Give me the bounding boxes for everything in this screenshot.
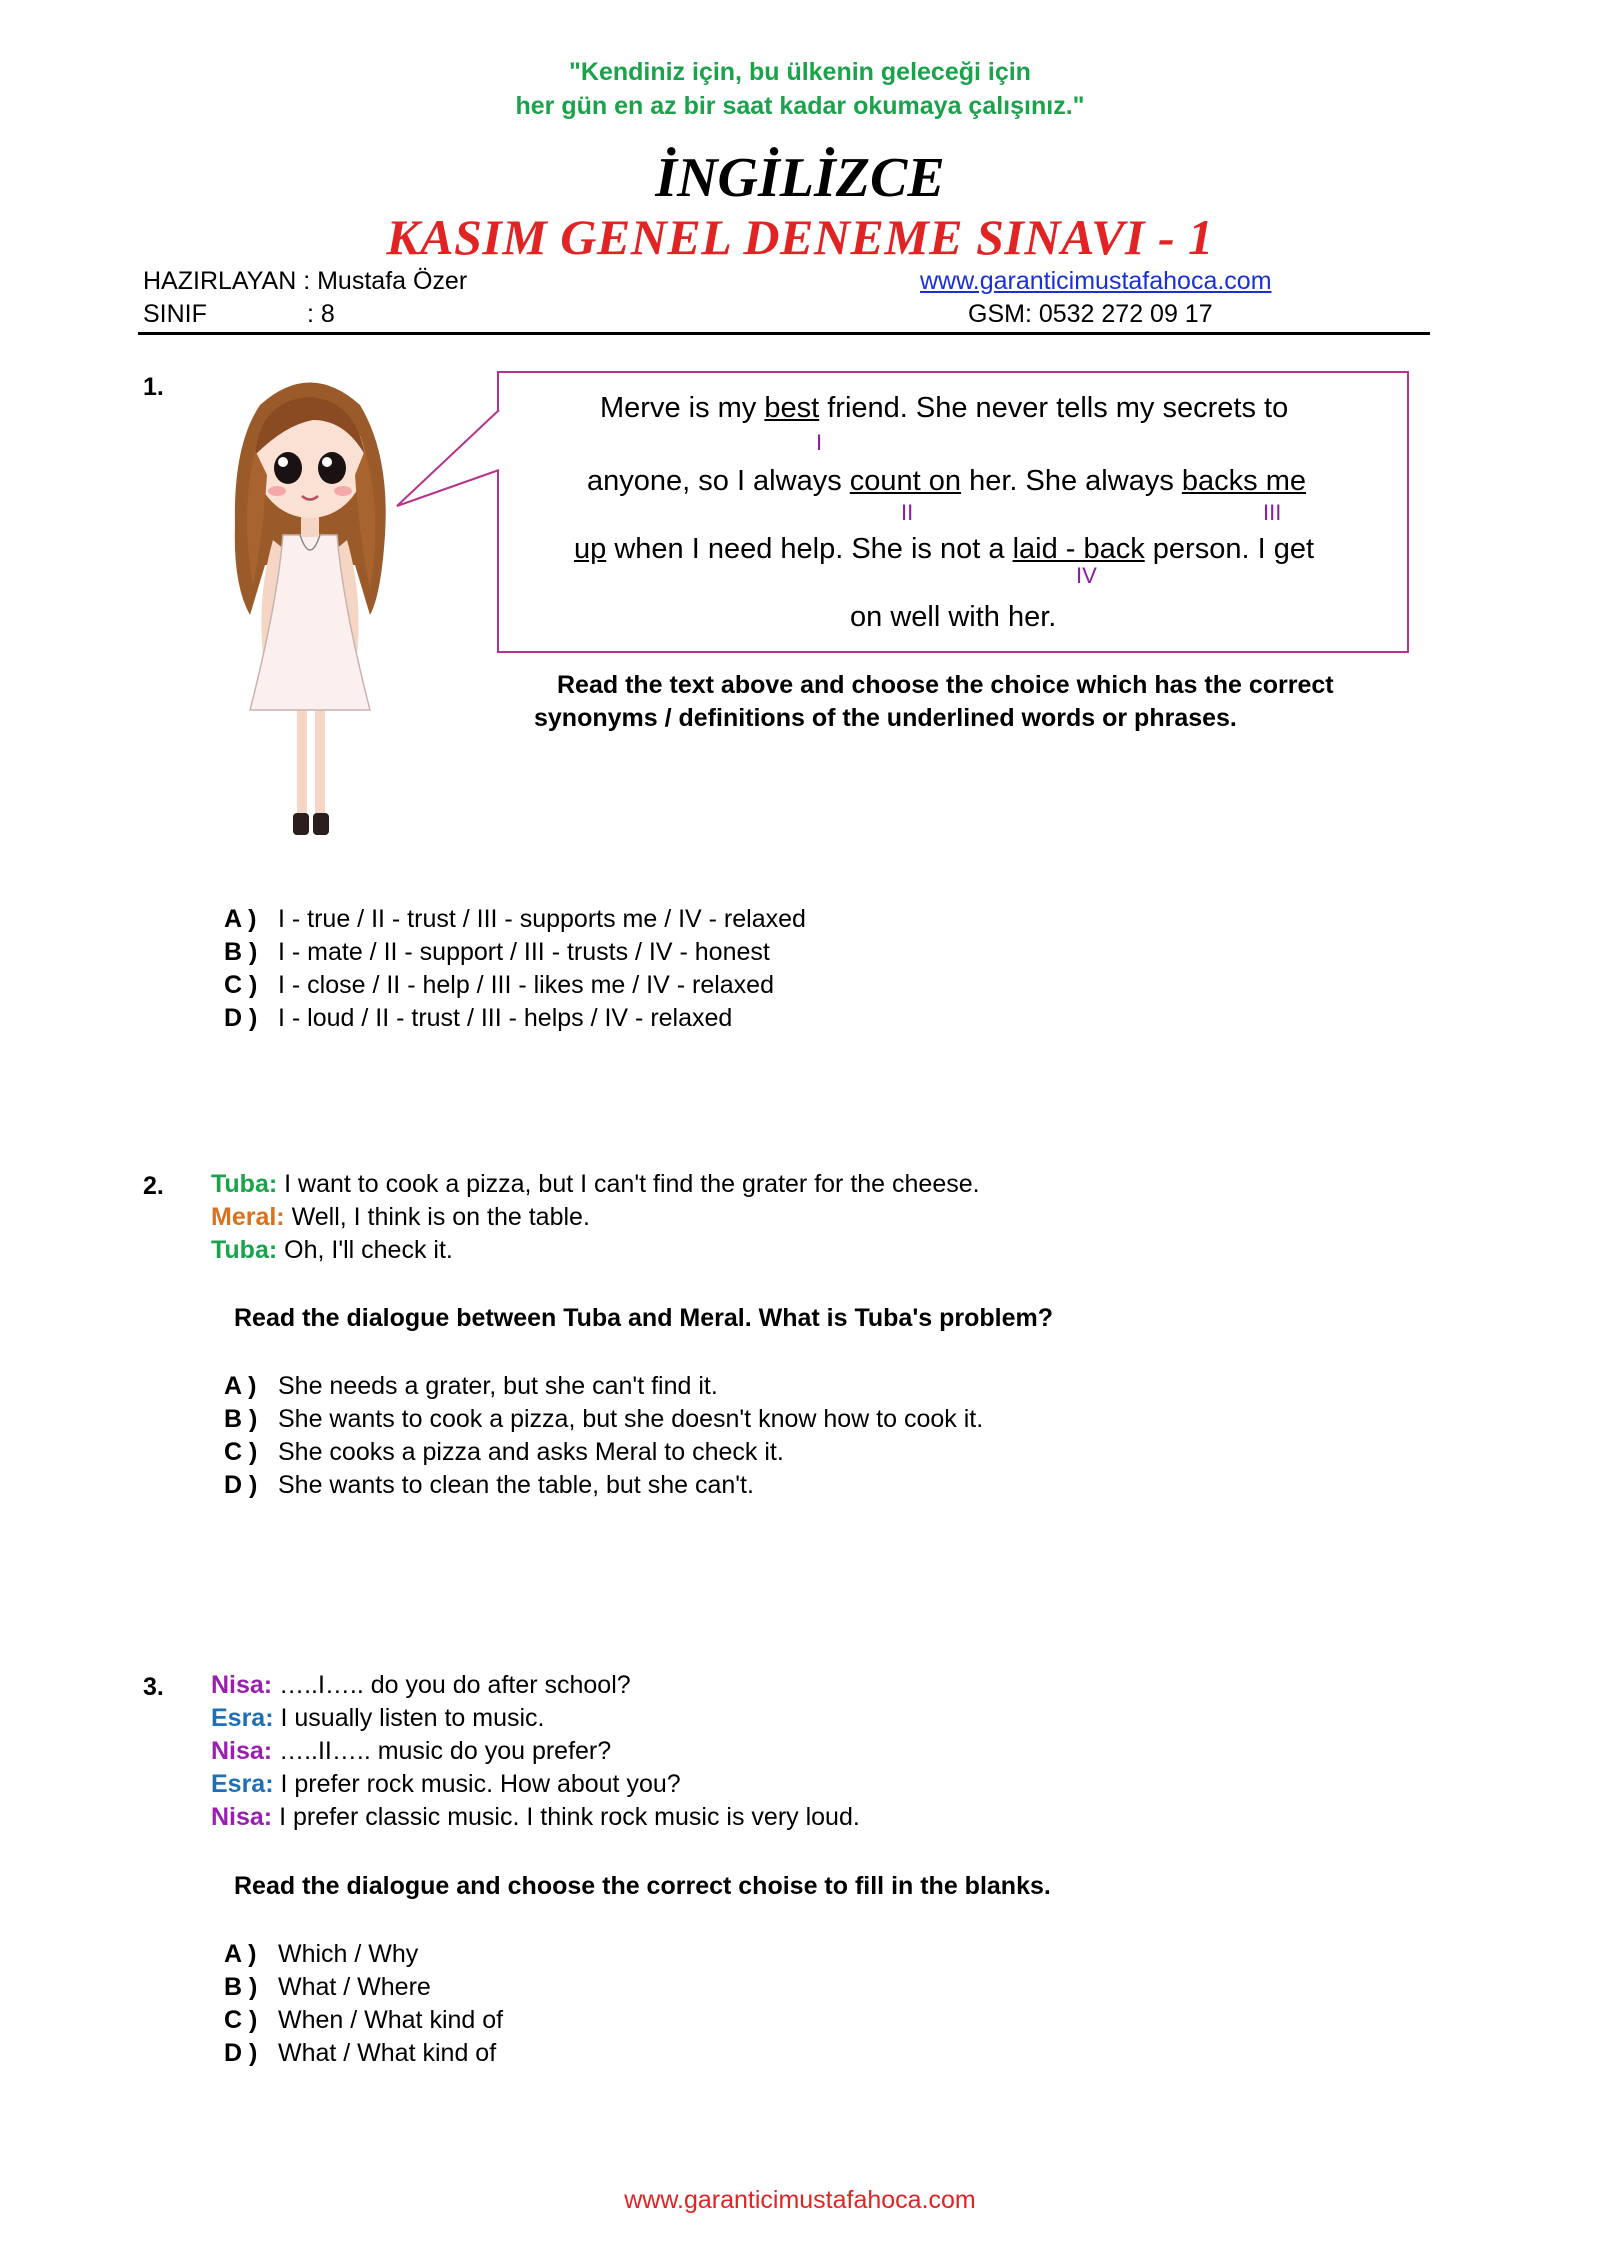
q3-option-c[interactable]: C ) When / What kind of [224,2006,504,2034]
mark-iv: IV [1076,563,1097,588]
q2-dialogue-line: Tuba: Oh, I'll check it. [211,1236,453,1264]
phone-number: GSM: 0532 272 09 17 [968,300,1213,328]
exam-title: KASIM GENEL DENEME SINAVI - 1 [386,209,1214,265]
class-value: : 8 [307,300,335,328]
q2-dialogue-line: Meral: Well, I think is on the table. [211,1203,590,1231]
underlined-laid-back: laid - back [1012,533,1145,565]
q2-option-a[interactable]: A ) She needs a grater, but she can't find it. [224,1372,718,1400]
girl-illustration [205,365,415,850]
footer-website[interactable]: www.garanticimustafahoca.com [624,2186,976,2214]
underlined-backs-me: backs me [1181,465,1306,497]
q2-option-d[interactable]: D ) She wants to clean the table, but she can't. [224,1471,754,1499]
question-1-instruction-line-1: Read the text above and choose the choice which has the correct [557,671,1334,699]
subject-title: İNGİLİZCE [655,147,945,209]
q1-option-a[interactable]: A ) I - true / II - trust / III - supports me / IV - relaxed [224,905,806,933]
question-2-instruction: Read the dialogue between Tuba and Meral. What is Tuba's problem? [234,1304,1054,1332]
underlined-best: best [764,392,820,424]
passage-line-2: anyone, so I always count on her. She always backs me [587,465,1306,497]
q2-option-b[interactable]: B ) She wants to cook a pizza, but she doesn't know how to cook it. [224,1405,984,1433]
prepared-by: HAZIRLAYAN : Mustafa Özer [143,267,468,295]
q3-option-a[interactable]: A ) Which / Why [224,1940,419,1968]
passage-line-1: Merve is my best friend. She never tells my secrets to [600,392,1289,424]
q3-dialogue-line: Esra: I prefer rock music. How about you? [211,1770,681,1798]
q3-dialogue-line: Nisa: …..II….. music do you prefer? [211,1737,612,1765]
q1-option-b[interactable]: B ) I - mate / II - support / III - trusts / IV - honest [224,938,770,966]
underlined-up: up [574,533,607,565]
q1-option-d[interactable]: D ) I - loud / II - trust / III - helps / IV - relaxed [224,1004,733,1032]
motto-line-2: her gün en az bir saat kadar okumaya çalışınız." [515,92,1085,120]
motto-line-1: "Kendiniz için, bu ülkenin geleceği için [569,58,1031,86]
header-website-link[interactable]: www.garanticimustafahoca.com [920,267,1272,295]
q3-dialogue-line: Nisa: …..I….. do you do after school? [211,1671,631,1699]
passage-line-3: up when I need help. She is not a laid - back person. I get [574,533,1315,565]
q2-option-c[interactable]: C ) She cooks a pizza and asks Meral to check it. [224,1438,784,1466]
q3-dialogue-line: Esra: I usually listen to music. [211,1704,545,1732]
q3-option-b[interactable]: B ) What / Where [224,1973,431,2001]
passage-line-4: on well with her. [850,601,1057,633]
question-3-number: 3. [143,1673,164,1701]
q2-dialogue-line: Tuba: I want to cook a pizza, but I can't find the grater for the cheese. [211,1170,980,1198]
question-3-instruction: Read the dialogue and choose the correct choise to fill in the blanks. [234,1872,1051,1900]
header-divider [138,332,1430,335]
mark-i: I [816,430,823,455]
mark-ii: II [901,500,914,525]
q1-option-c[interactable]: C ) I - close / II - help / III - likes me / IV - relaxed [224,971,774,999]
question-1-instruction-line-2: synonyms / definitions of the underlined words or phrases. [534,704,1237,732]
speech-bubble-tail [395,408,501,508]
question-2-number: 2. [143,1172,164,1200]
underlined-count-on: count on [849,465,962,497]
q3-dialogue-line: Nisa: I prefer classic music. I think rock music is very loud. [211,1803,860,1831]
mark-iii: III [1263,500,1282,525]
q3-option-d[interactable]: D ) What / What kind of [224,2039,497,2067]
class-label: SINIF [143,300,207,328]
question-1-number: 1. [143,373,164,401]
